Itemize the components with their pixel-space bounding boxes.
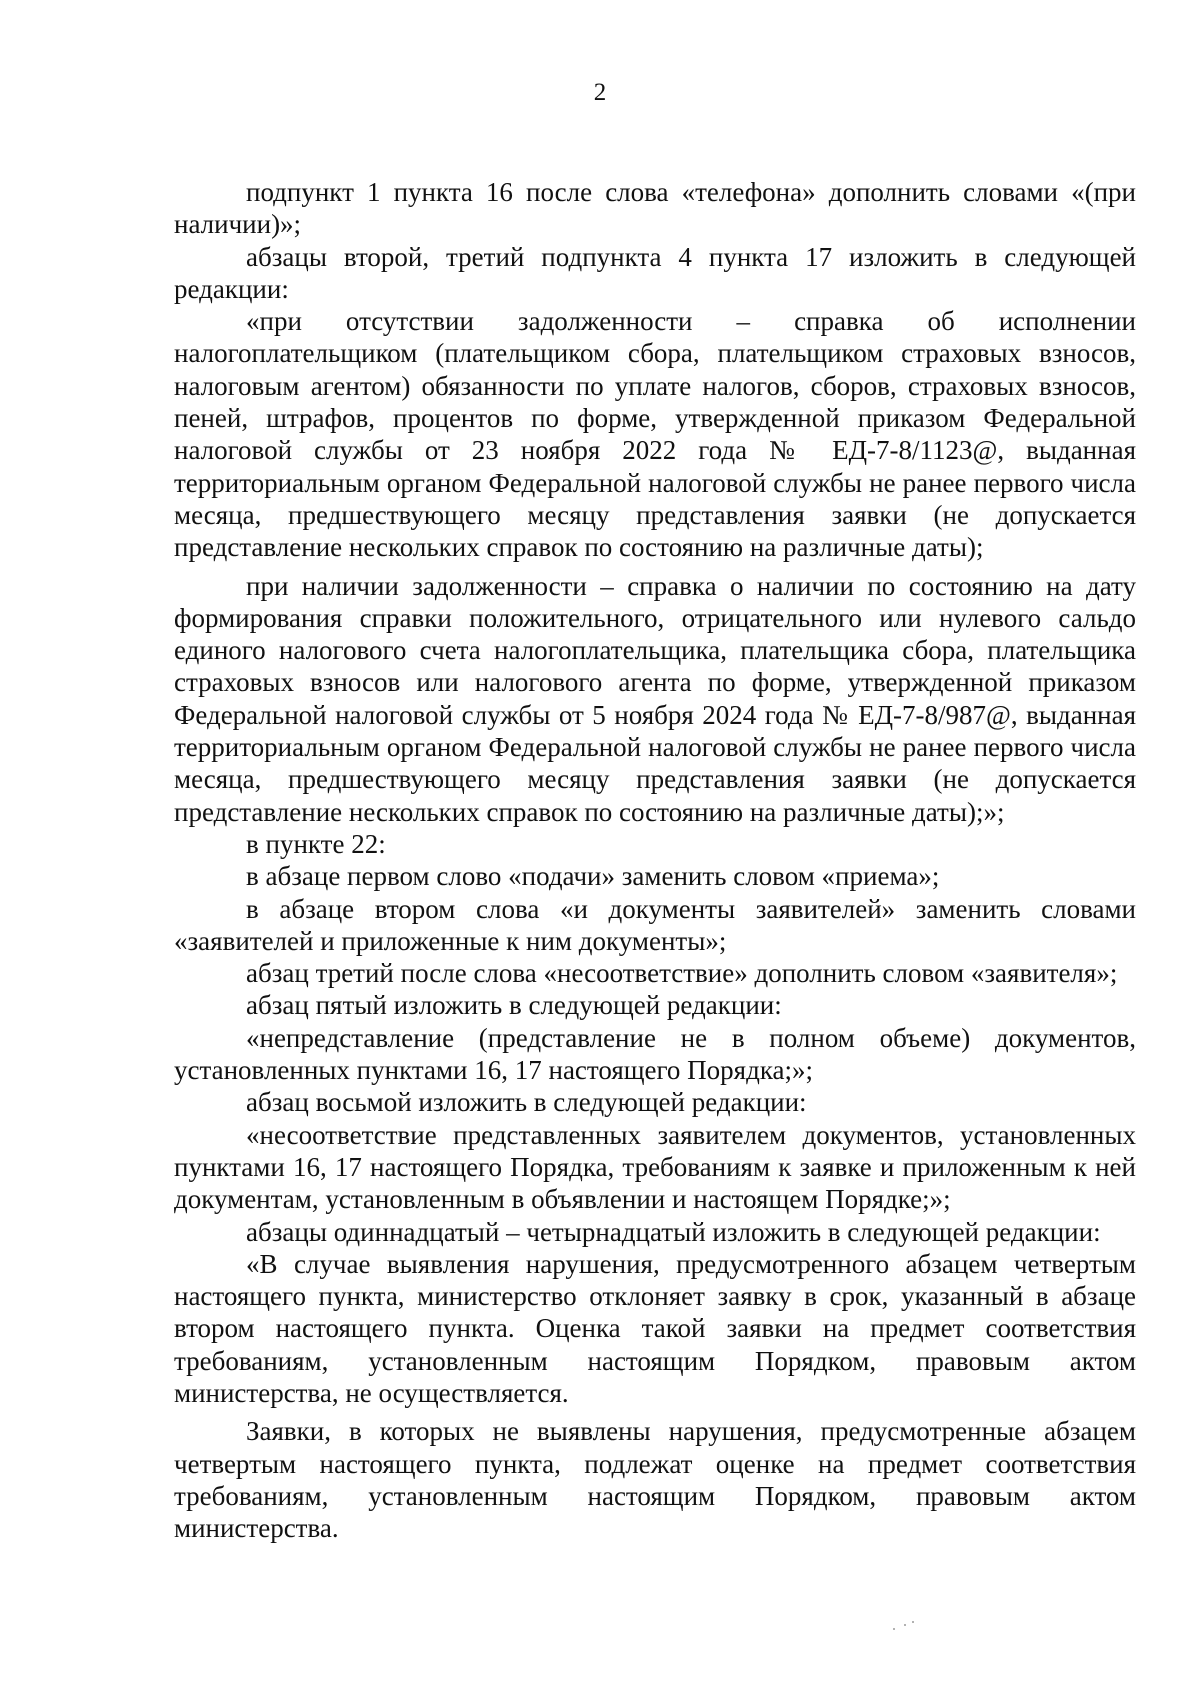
paragraph: в абзаце первом слово «подачи» заменить словом «приема»; [246,861,940,892]
paragraph: «при отсутствии задолженности – справка об исполнении налогоплательщиком (плательщиком сбора, плательщиком страховых взносов, налоговым агентом) обязанности по уплате налогов, сборов, страховых взносов, пеней, штрафов, процентов по форме, утвержденной приказом Федеральной налоговой службы от 23 ноября 2022 года № ЕД-7-8/1123@, выданная территориальным органом Федеральной налоговой службы не ранее первого числа месяца, предшествующего месяцу представления заявки (не допускается представление нескольких справок по состоянию на различные даты); [174,306,1136,563]
paragraph: «несоответствие представленных заявителем документов, установленных пунктами 16, 17 настоящего Порядка, требованиям к заявке и приложенным к ней документам, установленным в объявлении и настоящем Порядке;»; [174,1119,1136,1215]
scan-speck [893,1628,895,1630]
paragraph: «непредставление (представление не в полном объеме) документов, установленных пунктами 16, 17 настоящего Порядка;»; [174,1022,1136,1086]
paragraph: абзацы второй, третий подпункта 4 пункта 17 изложить в следующей редакции: [174,241,1136,304]
paragraph: при наличии задолженности – справка о наличии по состоянию на дату формирования справки положительного, отрицательного или нулевого сальдо единого налогового счета налогоплательщика, плательщика сбора, плательщика страховых взносов или налогового агента по форме, утвержденной приказом Федеральной налоговой службы от 5 ноября 2024 года № ЕД-7-8/987@, выданная территориальным органом Федеральной налоговой службы не ранее первого числа месяца, предшествующего месяцу представления заявки (не допускается представление нескольких справок по состоянию на различные даты);»; [174,570,1136,827]
paragraph: абзац восьмой изложить в следующей редакции: [246,1087,807,1118]
paragraph: подпункт 1 пункта 16 после слова «телефона» дополнить словами «(при наличии)»; [174,177,1136,240]
paragraph: «В случае выявления нарушения, предусмотренного абзацем четвертым настоящего пункта, министерство отклоняет заявку в срок, указанный в абзаце втором настоящего пункта. Оценка такой заявки на предмет соответствия требованиям, установленным настоящим Порядком, правовым актом министерства, не осуществляется. [174,1248,1136,1408]
paragraph: абзац пятый изложить в следующей редакции: [246,990,782,1021]
page-number: 2 [593,79,607,106]
paragraph: в абзаце втором слова «и документы заявителей» заменить словами «заявителей и приложенные к ним документы»; [174,893,1136,956]
scan-speck [904,1624,906,1626]
paragraph: в пункте 22: [246,828,386,859]
document-body [174,176,1136,1544]
paragraph: Заявки, в которых не выявлены нарушения, предусмотренные абзацем четвертым настоящего пункта, подлежат оценке на предмет соответствия требованиям, установленным настоящим Порядком, правовым актом министерства. [174,1416,1136,1544]
paragraph: абзацы одиннадцатый – четырнадцатый изложить в следующей редакции: [246,1216,1101,1247]
paragraph: абзац третий после слова «несоответствие» дополнить словом «заявителя»; [246,958,1118,989]
scan-speck [912,1621,914,1623]
